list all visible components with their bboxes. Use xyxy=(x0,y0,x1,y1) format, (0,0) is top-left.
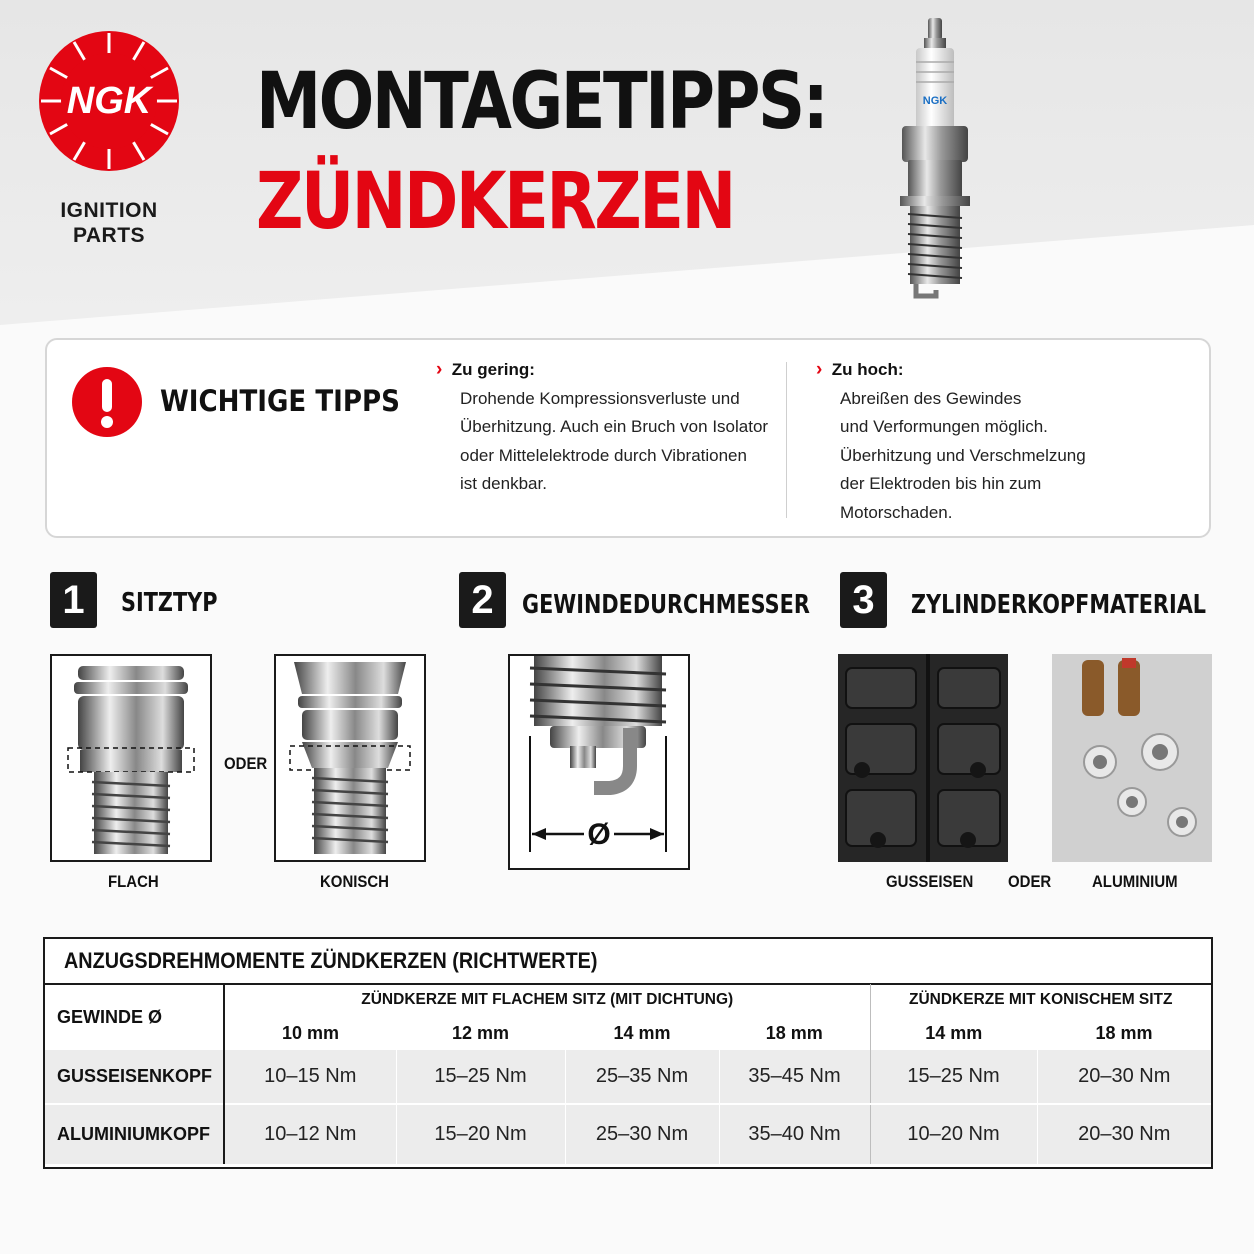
chevron-right-icon: › xyxy=(436,359,443,380)
section-number-badge: 2 xyxy=(459,572,506,628)
table-row xyxy=(45,1050,1211,1104)
table-cell: 10–20 Nm xyxy=(870,1104,1037,1164)
logo-text: NGK xyxy=(66,80,152,122)
tips-title: WICHTIGE TIPPS xyxy=(160,384,400,418)
or-label: ODER xyxy=(224,754,268,773)
corner-label: GEWINDE Ø xyxy=(45,984,224,1050)
conical-seat-plug-illustration xyxy=(276,656,424,860)
row-label: ALUMINIUMKOPF xyxy=(45,1104,224,1164)
size-header: 14 mm xyxy=(925,1022,983,1043)
cast-iron-head-image xyxy=(838,654,1008,862)
tip-heading: Zu gering: xyxy=(451,360,535,379)
caption-flat: FLACH xyxy=(108,872,159,891)
row-label: GUSSEISENKOPF xyxy=(45,1050,224,1104)
tip-too-low xyxy=(436,356,776,499)
section-title-seat-type: SITZTYP xyxy=(121,588,218,618)
table-header-row xyxy=(45,984,1211,1016)
torque-table-title: ANZUGSDREHMOMENTE ZÜNDKERZEN (RICHTWERTE) xyxy=(64,948,598,973)
table-cell: 20–30 Nm xyxy=(1078,1123,1171,1145)
tip-line: Motorschaden. xyxy=(840,502,953,522)
table-cell: 25–35 Nm xyxy=(565,1050,719,1104)
tip-line: ist denkbar. xyxy=(460,474,547,493)
caption-aluminium: ALUMINIUM xyxy=(1092,872,1178,891)
caption-conical: KONISCH xyxy=(320,872,389,891)
table-cell: 10–12 Nm xyxy=(224,1104,396,1164)
tip-line: und Verformungen möglich. xyxy=(840,417,1048,436)
table-cell: 10–15 Nm xyxy=(224,1050,396,1104)
size-header: 18 mm xyxy=(719,1016,870,1050)
page-title-line-1: MONTAGETIPPS: xyxy=(256,57,827,147)
thread-diameter-image xyxy=(508,654,690,870)
table-cell: 15–25 Nm xyxy=(870,1050,1037,1104)
section-title-cylinder-head-material: ZYLINDERKOPFMATERIAL xyxy=(911,590,1207,620)
tip-line: Überhitzung und Verschmelzung xyxy=(840,445,1086,465)
tips-divider xyxy=(786,362,787,518)
table-cell: 15–25 Nm xyxy=(396,1050,565,1104)
tagline-line-1: IGNITION xyxy=(60,199,158,222)
table-cell: 35–40 Nm xyxy=(719,1104,870,1164)
or-label: ODER xyxy=(1008,872,1052,891)
aluminium-head-illustration xyxy=(1052,654,1212,862)
diameter-symbol: Ø xyxy=(587,818,611,851)
tip-line: Drohende Kompressionsverluste und xyxy=(460,388,740,408)
section-title-thread-diameter: GEWINDEDURCHMESSER xyxy=(522,590,810,620)
spark-plug-illustration xyxy=(880,14,990,304)
brand-tagline xyxy=(40,198,178,248)
aluminium-head-image xyxy=(1052,654,1212,862)
thread-diameter-illustration xyxy=(510,656,688,868)
section-number-badge: 1 xyxy=(50,572,97,628)
tip-line: oder Mittelelektrode durch Vibrationen xyxy=(460,445,747,465)
tip-line: der Elektroden bis hin zum xyxy=(840,474,1042,493)
flat-seat-image xyxy=(50,654,212,862)
table-cell: 25–30 Nm xyxy=(565,1104,719,1164)
section-number-badge: 3 xyxy=(840,572,887,628)
table-row xyxy=(45,1104,1211,1164)
size-header: 14 mm xyxy=(613,1022,671,1043)
table-cell: 15–20 Nm xyxy=(396,1104,565,1164)
group-conical-seat: ZÜNDKERZE MIT KONISCHEM SITZ xyxy=(909,991,1173,1008)
plug-label: NGK xyxy=(922,95,948,107)
page-title-line-2: ZÜNDKERZEN xyxy=(256,157,734,247)
table-cell: 35–45 Nm xyxy=(719,1050,870,1104)
tip-line: Abreißen des Gewindes xyxy=(840,388,1022,408)
tagline-line-2: PARTS xyxy=(72,224,146,247)
table-cell: 20–30 Nm xyxy=(1078,1065,1171,1087)
size-header: 18 mm xyxy=(1095,1022,1153,1043)
tip-heading: Zu hoch: xyxy=(831,360,904,379)
size-header: 10 mm xyxy=(281,1022,340,1043)
tip-line: Überhitzung. Auch ein Bruch von Isolator xyxy=(460,417,769,436)
exclamation-icon xyxy=(71,366,143,438)
ngk-logo xyxy=(38,30,180,172)
caption-cast-iron: GUSSEISEN xyxy=(886,872,974,891)
flat-seat-plug-illustration xyxy=(52,656,210,860)
torque-table xyxy=(45,984,1211,1164)
group-flat-seat: ZÜNDKERZE MIT FLACHEM SITZ (MIT DICHTUNG) xyxy=(224,984,870,1016)
size-header: 12 mm xyxy=(451,1022,510,1043)
tip-too-high xyxy=(816,356,1146,527)
conical-seat-image xyxy=(274,654,426,862)
cast-iron-head-illustration xyxy=(838,654,1008,862)
chevron-right-icon: › xyxy=(816,359,823,380)
